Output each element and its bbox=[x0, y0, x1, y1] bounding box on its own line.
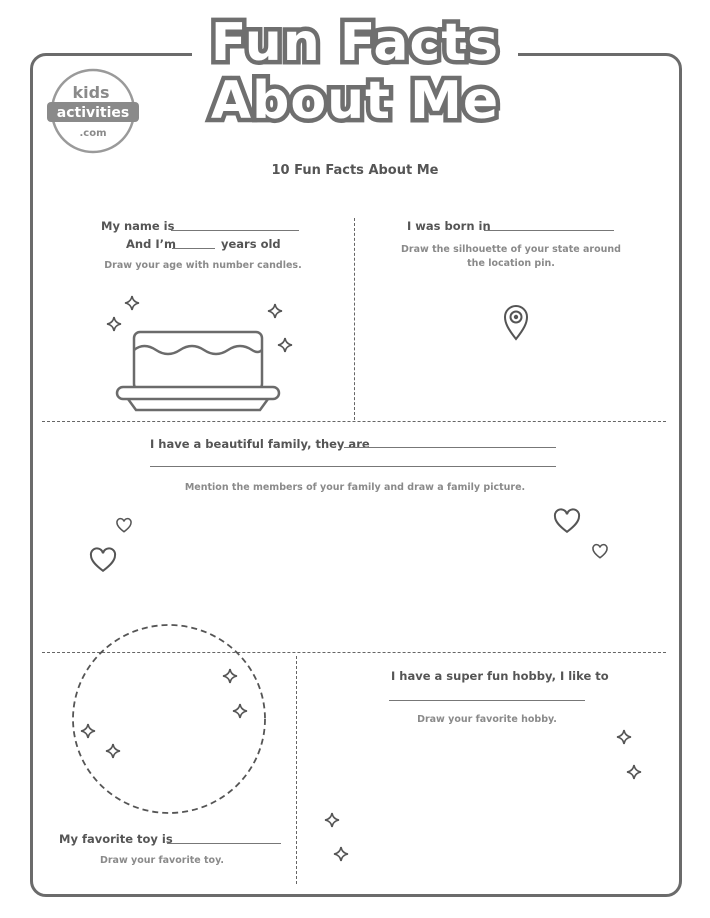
heart-icon bbox=[592, 545, 608, 559]
sparkle-icon bbox=[80, 723, 96, 739]
age-prefix: And I’m bbox=[126, 237, 176, 251]
title-line-1: Fun Facts bbox=[210, 13, 500, 73]
page-subtitle: 10 Fun Facts About Me bbox=[271, 163, 439, 178]
divider-middle-top bbox=[42, 421, 666, 422]
location-pin-icon bbox=[503, 305, 529, 341]
hobby-blank[interactable] bbox=[389, 700, 585, 701]
born-label: I was born in bbox=[407, 219, 491, 233]
divider-top-vertical bbox=[354, 218, 355, 420]
hobby-label: I have a super fun hobby, I like to bbox=[391, 669, 609, 683]
heart-icon bbox=[116, 519, 132, 533]
toy-hint: Draw your favorite toy. bbox=[99, 855, 225, 866]
sparkle-icon bbox=[267, 303, 283, 319]
family-hint: Mention the members of your family and draw a family picture. bbox=[184, 482, 526, 493]
name-label: My name is bbox=[101, 219, 175, 233]
family-label: I have a beautiful family, they are bbox=[150, 437, 370, 451]
sparkle-icon bbox=[616, 729, 632, 745]
cake-icon bbox=[114, 330, 282, 414]
title-line-2: About Me bbox=[210, 71, 500, 131]
hobby-hint: Draw your favorite hobby. bbox=[417, 714, 557, 725]
family-blank-1[interactable] bbox=[344, 447, 556, 448]
age-hint: Draw your age with number candles. bbox=[104, 260, 302, 271]
heart-icon bbox=[553, 510, 581, 534]
age-suffix: years old bbox=[221, 237, 281, 251]
age-blank[interactable] bbox=[172, 248, 215, 249]
worksheet-title bbox=[192, 14, 518, 140]
heart-icon bbox=[89, 549, 117, 573]
sparkle-icon bbox=[222, 668, 238, 684]
toy-blank[interactable] bbox=[167, 843, 281, 844]
logo-text-activities: activities bbox=[56, 105, 130, 121]
sparkle-icon bbox=[106, 316, 122, 332]
born-hint: Draw the silhouette of your state around the location pin. bbox=[401, 244, 621, 269]
kids-activities-logo bbox=[44, 66, 142, 156]
sparkle-icon bbox=[324, 812, 340, 828]
divider-bottom-vertical bbox=[296, 656, 297, 884]
sparkle-icon bbox=[105, 743, 121, 759]
sparkle-icon bbox=[626, 764, 642, 780]
logo-text-com: .com bbox=[79, 128, 107, 139]
name-blank[interactable] bbox=[171, 230, 299, 231]
sparkle-icon bbox=[232, 703, 248, 719]
toy-label: My favorite toy is bbox=[59, 832, 173, 846]
toy-drawing-circle bbox=[70, 622, 268, 816]
born-blank[interactable] bbox=[484, 230, 614, 231]
sparkle-icon bbox=[124, 295, 140, 311]
sparkle-icon bbox=[277, 337, 293, 353]
logo-text-kids: kids bbox=[72, 83, 110, 102]
sparkle-icon bbox=[333, 846, 349, 862]
family-blank-2[interactable] bbox=[150, 466, 556, 467]
